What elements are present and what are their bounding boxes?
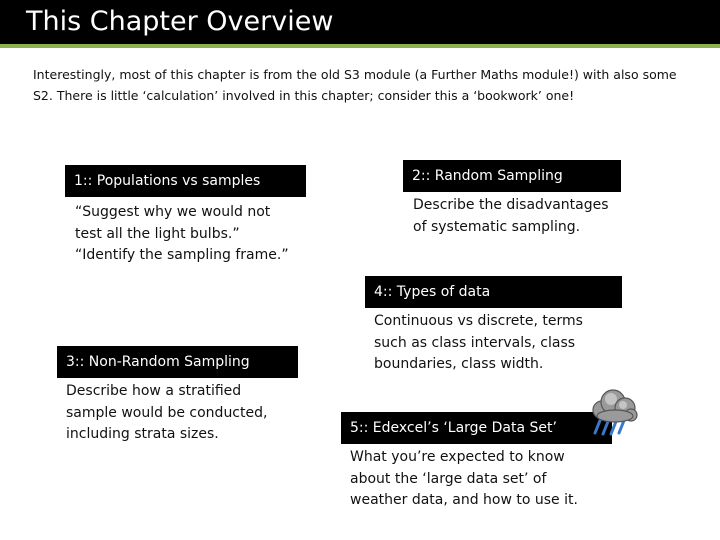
rain-cloud-icon [587, 388, 639, 436]
section-3-line: including strata sizes. [66, 426, 219, 442]
section-5-line: about the ‘large data set’ of [350, 470, 547, 487]
section-5-line: What you’re expected to know [350, 449, 565, 465]
section-3-line: sample would be conducted, [66, 404, 268, 421]
section-1-line: “Identify the sampling frame.” [75, 247, 289, 263]
section-2-line: Describe the disadvantages [413, 197, 609, 213]
section-1-title: 1:: Populations vs samples [65, 165, 306, 197]
page-title: This Chapter Overview [26, 6, 334, 37]
section-3-title: 3:: Non-Random Sampling [57, 346, 298, 378]
section-4-line: Continuous vs discrete, terms [374, 313, 583, 329]
section-4-title: 4:: Types of data [365, 276, 622, 308]
section-3-description [66, 381, 267, 446]
intro-text: Interestingly, most of this chapter is from the old S3 module (a Further Maths module!) with also some S2. There is little ‘calculation’ involved in this chapter; consider this a ‘bookwork’ one! [33, 67, 677, 103]
section-5-title: 5:: Edexcel’s ‘Large Data Set’ [341, 412, 612, 444]
section-3-line: Describe how a stratified [66, 383, 242, 399]
section-4-line: such as class intervals, class [374, 334, 576, 351]
section-5-description [350, 447, 578, 512]
title-bar [0, 0, 720, 48]
section-1-description [75, 202, 289, 267]
section-2-line: of systematic sampling. [413, 218, 581, 235]
section-1-line: test all the light bulbs.” [75, 225, 240, 242]
section-1-line: “Suggest why we would not [75, 204, 271, 220]
section-5-line: weather data, and how to use it. [350, 492, 578, 508]
section-4-description [374, 311, 583, 376]
section-4-line: boundaries, class width. [374, 356, 544, 372]
section-2-description [413, 195, 609, 238]
section-2-title: 2:: Random Sampling [403, 160, 621, 192]
